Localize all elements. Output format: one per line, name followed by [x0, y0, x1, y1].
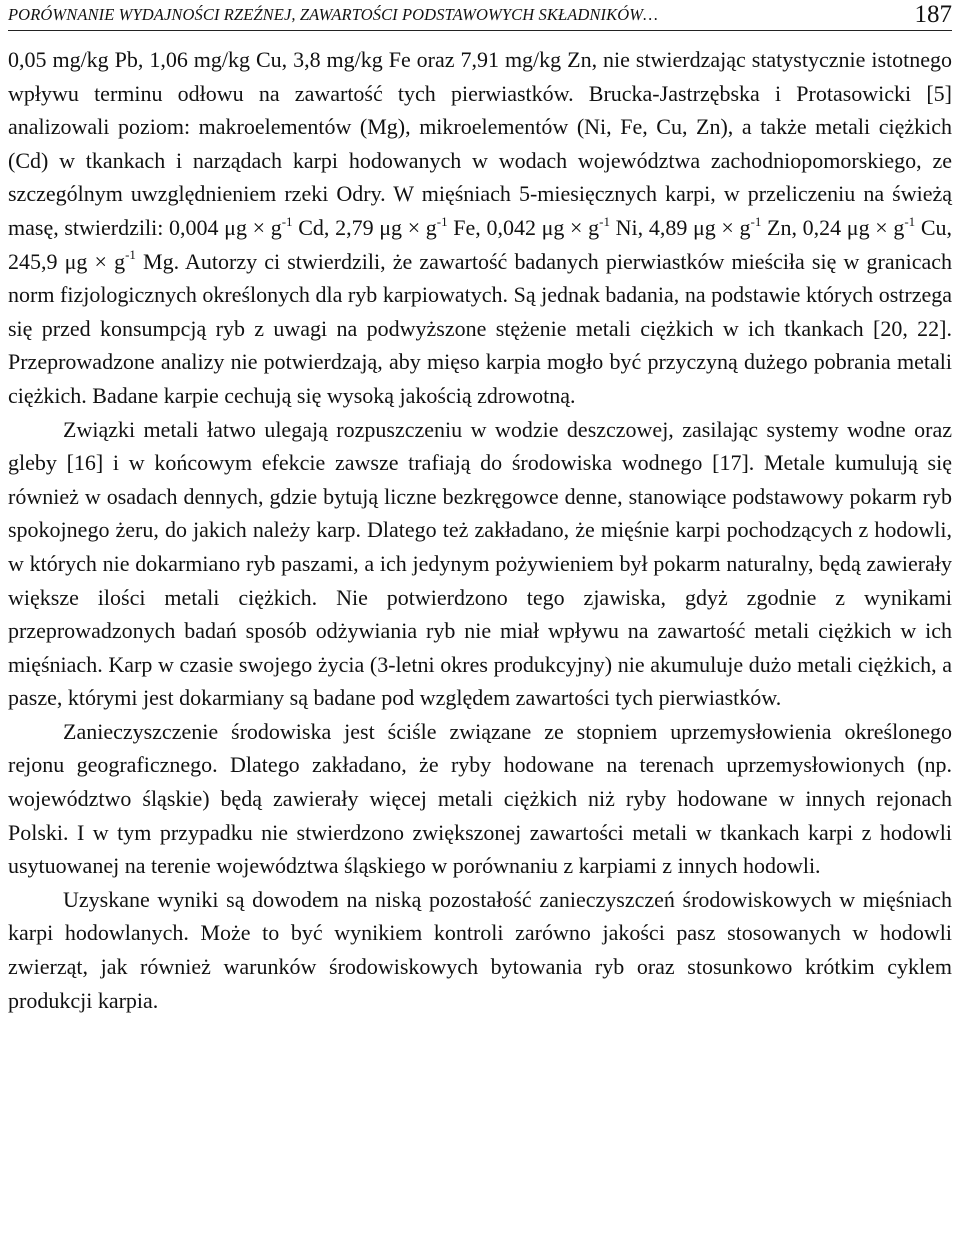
paragraph-1-text: Mg. Autorzy ci stwierdzili, że zawartość badanych pierwiastków mieściła się w granicach norm fizjologicznych określonych dla ryb karpiowatych. Są jednak badania, na podstawie których ostrzega się przed konsumpcją ryb z uwagi na podwyższone stężenie metali ciężkich w ich tkankach [20, 22]. Przeprowadzone analizy nie potwierdzają, aby mięso karpia mogło być przyczyną dużego pobrania metali ciężkich. Badane karpie cechują się wysoką jakością zdrowotną.	[8, 248, 953, 408]
running-header	[8, 0, 952, 31]
superscript: -1	[125, 247, 136, 263]
superscript: -1	[599, 213, 610, 229]
paragraph-1-text: Ni, 4,89 μg × g	[609, 214, 751, 240]
paragraph-3: Zanieczyszczenie środowiska jest ściśle związane ze stopniem uprzemysłowienia określonego rejonu geograficznego. Dlatego zakładano, że ryby hodowane na terenach uprzemysłowionych (np. województwo śląskie) będą zawierały więcej metali ciężkich niż ryby hodowane w innych rejonach Polski. I w tym przypadku nie stwierdzono zwiększonej zawartości metali w tkankach karpi z hodowli usytuowanej na terenie województwa śląskiego w porównaniu z karpiami z innych hodowli.	[8, 718, 952, 879]
paragraph-1-text: 0,05 mg/kg Pb, 1,06 mg/kg Cu, 3,8 mg/kg Fe oraz 7,91 mg/kg Zn, nie stwierdzając statystycznie istotnego wpływu terminu odłowu na zawartość tych pierwiastków. Brucka-Jastrzębska i Protasowicki [5] analizowali poziom: makroelementów (Mg), mikroelementów (Ni, Fe, Cu, Zn), a także metali ciężkich (Cd) w tkankach i narządach karpi hodowanych w wodach województwa zachodniopomorskiego, ze szczególnym uwzględnieniem rzeki Odry. W mięśniach 5-miesięcznych karpi, w przeliczeniu na świeżą masę, stwierdzili: 0,004 μg × g	[8, 47, 952, 240]
paragraph-4: Uzyskane wyniki są dowodem na niską pozostałość zanieczyszczeń środowiskowych w mięśniach karpi hodowlanych. Może to być wynikiem kontroli zarówno jakości pasz stosowanych w hodowli zwierząt, jak również warunków środowiskowych bytowania ryb oraz stosunkowo krótkim cyklem produkcji karpia.	[8, 886, 952, 1013]
page-number: 187	[914, 1, 952, 28]
body-text	[8, 43, 952, 1017]
paragraph-1-text: Cu, 245,9 μg × g	[8, 214, 953, 274]
superscript: -1	[904, 213, 916, 229]
paragraph-1	[8, 43, 952, 413]
paragraph-1-text: Cd, 2,79 μg × g	[292, 214, 437, 240]
superscript: -1	[750, 213, 762, 229]
superscript: -1	[281, 213, 293, 229]
paragraph-1-text: Fe, 0,042 μg × g	[447, 214, 600, 240]
paragraph-1-text: Zn, 0,24 μg × g	[761, 214, 905, 240]
paragraph-2: Związki metali łatwo ulegają rozpuszczeniu w wodzie deszczowej, zasilając systemy wodne oraz gleby [16] i w końcowym efekcie zawsze trafiają do środowiska wodnego [17]. Metale kumulują się również w osadach dennych, gdzie bytują liczne bezkręgowce denne, stanowiące podstawowy pokarm ryb spokojnego żeru, do jakich należy karp. Dlatego też zakładano, że mięśnie karpi pochodzących z hodowli, w których nie dokarmiano ryb paszami, a ich jedynym pożywieniem był pokarm naturalny, będą zawierały większe ilości metali ciężkich. Nie potwierdzono tego zjawiska, gdyż zgodnie z wynikami przeprowadzonych badań sposób odżywiania ryb nie miał wpływu na zawartość metali ciężkich w ich mięśniach. Karp w czasie swojego życia (3-letni okres produkcyjny) nie akumuluje dużo metali ciężkich, a pasze, którymi jest dokarmiany są badane pod względem zawartości tych pierwiastków.	[8, 416, 952, 711]
superscript: -1	[436, 213, 448, 229]
running-title: PORÓWNANIE WYDAJNOŚCI RZEŹNEJ, ZAWARTOŚCI PODSTAWOWYCH SKŁADNIKÓW…	[8, 5, 658, 24]
